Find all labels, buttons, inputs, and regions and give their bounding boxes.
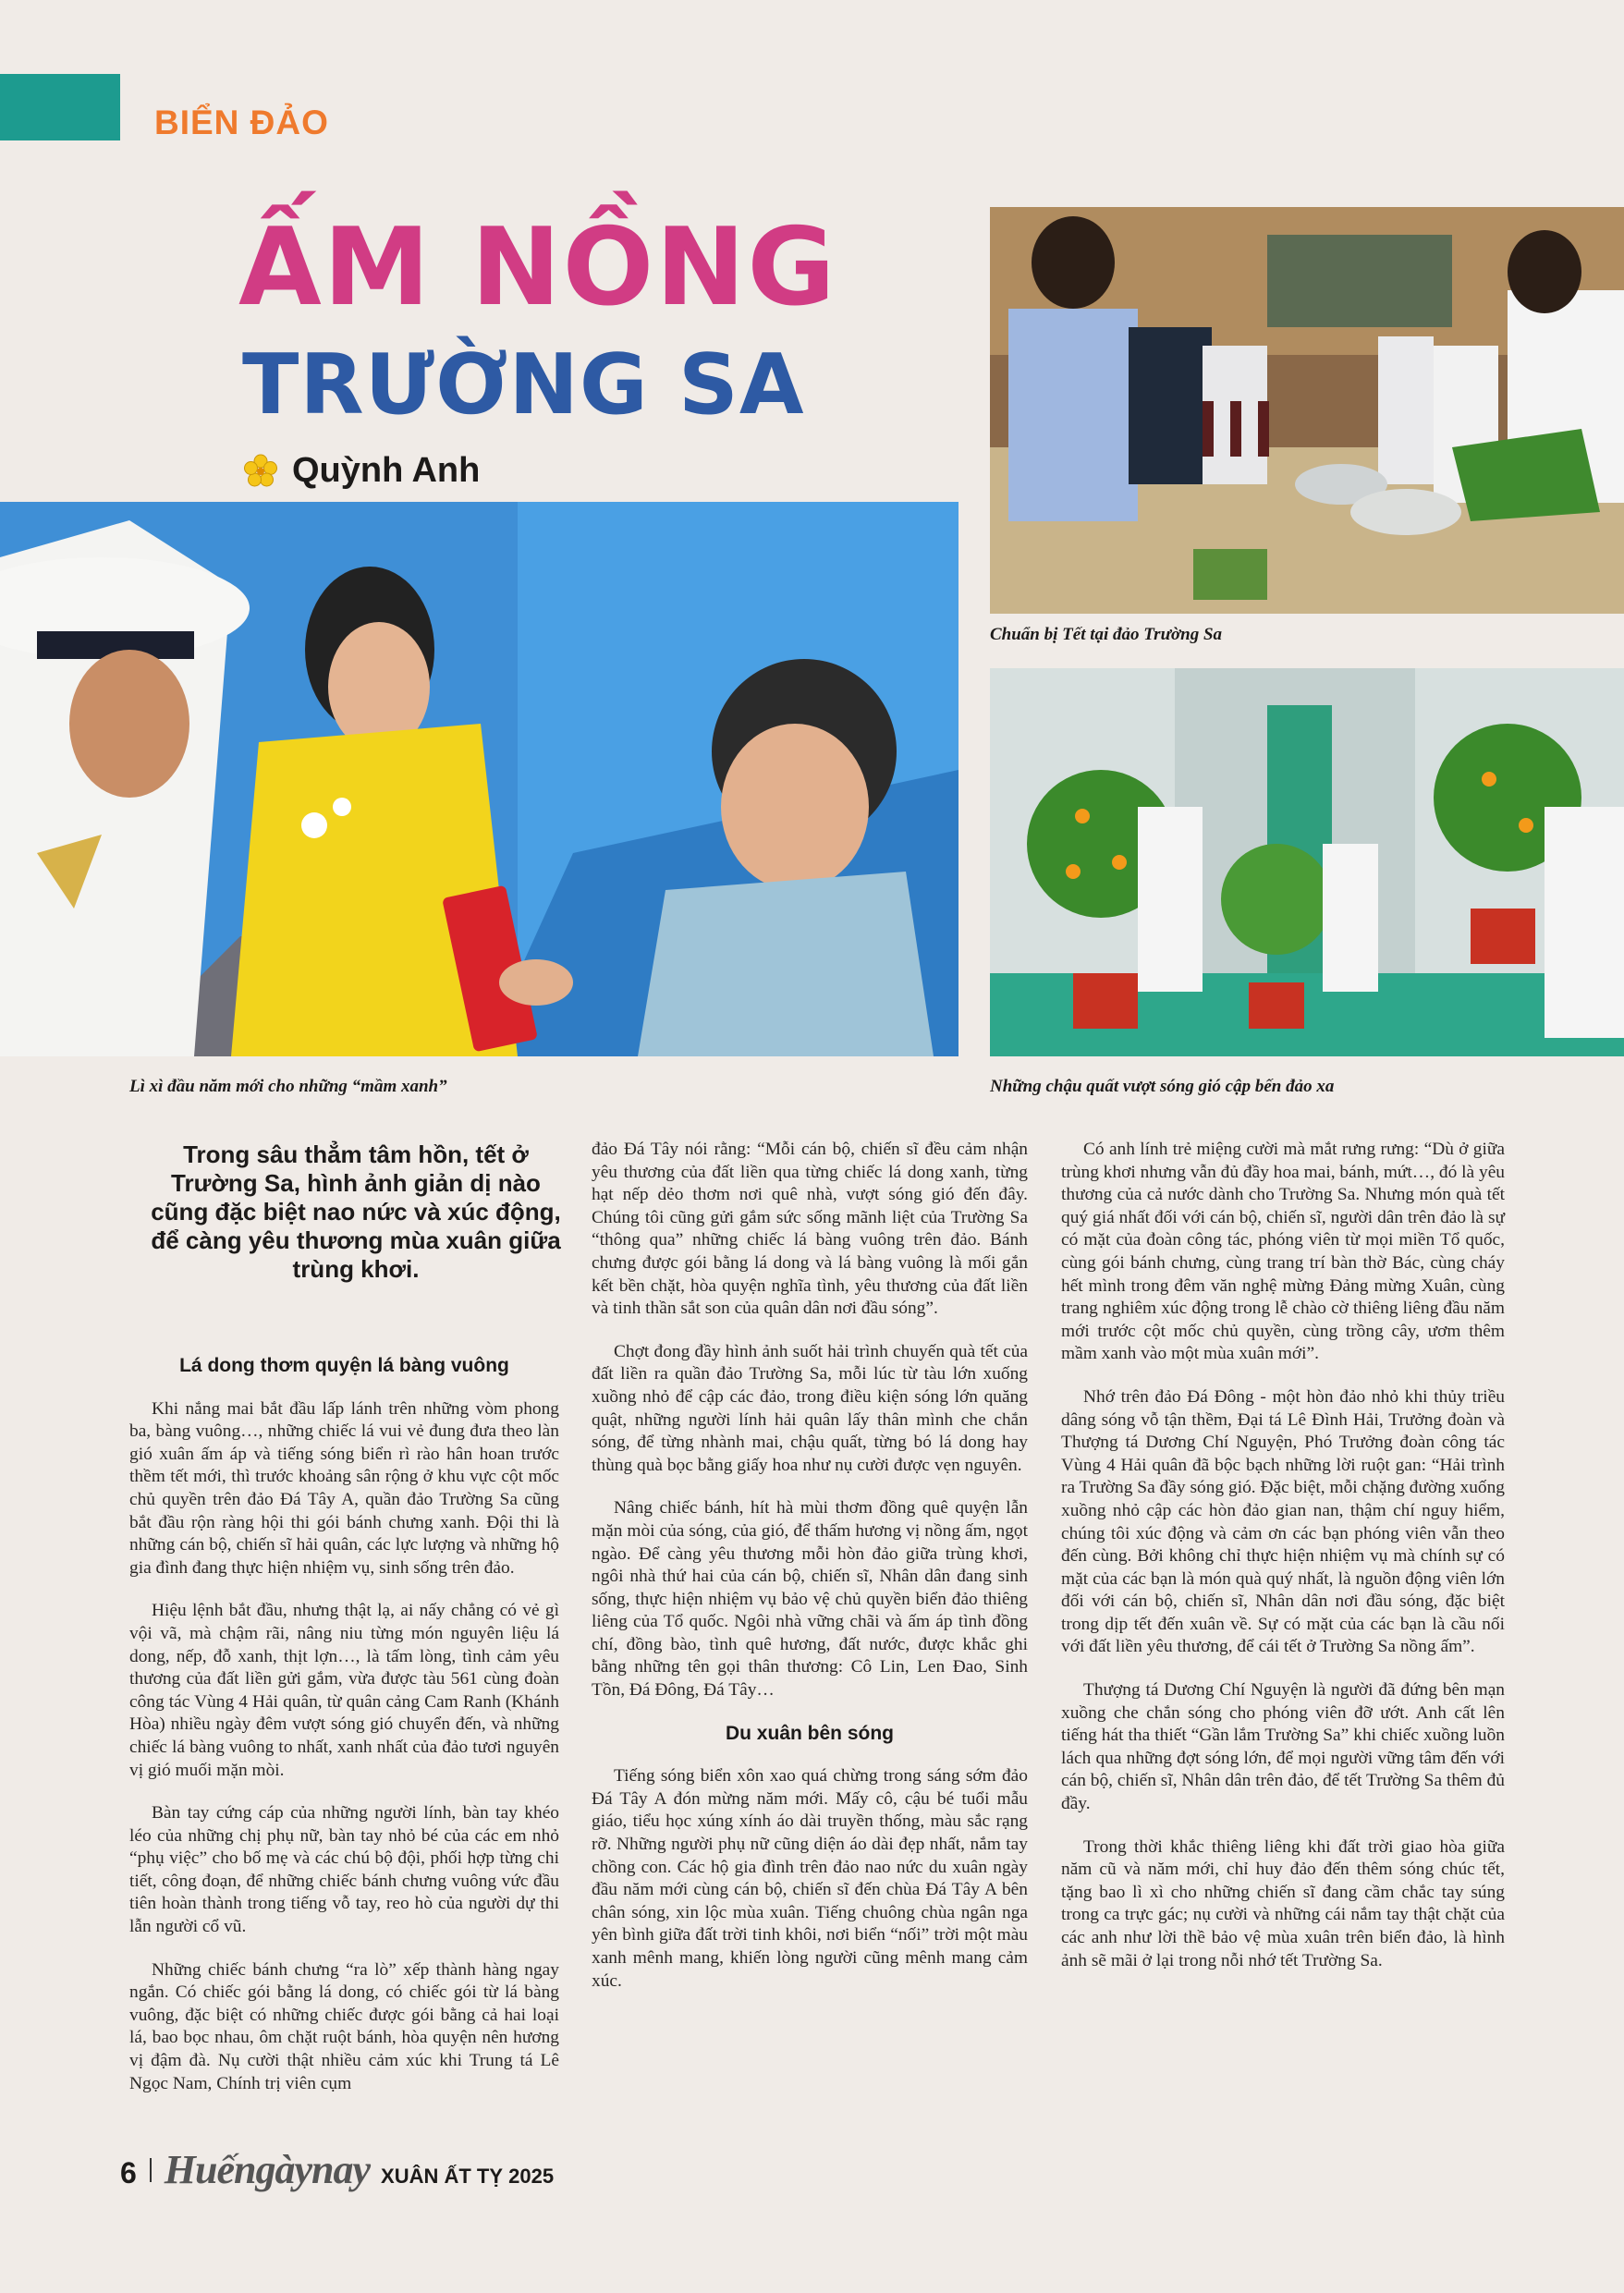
author-name: Quỳnh Anh — [292, 451, 481, 490]
paragraph: Chợt đong đầy hình ảnh suốt hải trình chuyến quà tết của đất liền ra quần đảo Trường Sa, mỗi lúc từ tàu lớn xuống xuồng nhỏ để cập các đảo, trong điều kiện sóng lớn quăng quật, những người lính hải quân lấy thân mình che chắn sóng, để từng nhành mai, chậu quất, từng bó lá dong hay thùng quà bọc bằng giấy hoa như nụ cười được vẹn nguyên. — [592, 1341, 1028, 1475]
column-2 — [592, 1139, 1028, 2013]
author-byline — [242, 451, 480, 491]
subheading-1: Lá dong thơm quyện lá bàng vuông — [179, 1355, 509, 1376]
paragraph: Bàn tay cứng cáp của những người lính, bàn tay khéo léo của những chị phụ nữ, bàn tay nhỏ bé của các em nhỏ “phụ việc” cho bố mẹ và các chú bộ đội, phối hợp từng chi tiết, công đoạn, để những chiếc bánh chưng vuông vức đầu tiên hoàn thành trong tiếng vỗ tay, reo hò của người dự thi lẫn người cổ vũ. — [129, 1803, 559, 1937]
issue-label: XUÂN ẤT TỴ 2025 — [381, 2165, 555, 2188]
caption-photo-top-right: Chuẩn bị Tết tại đảo Trường Sa — [990, 625, 1223, 644]
article-lead: Trong sâu thẳm tâm hồn, tết ở Trường Sa, hình ảnh giản dị nào cũng đặc biệt nao nức và xúc động, để càng yêu thương mùa xuân giữa trùng khơi. — [151, 1140, 561, 1283]
paragraph: đảo Đá Tây nói rằng: “Mỗi cán bộ, chiến sĩ đều cảm nhận yêu thương của đất liền qua từng chiếc lá dong xanh, từng hạt nếp dẻo thơm nơi quê nhà, vượt sóng gió đến đây. Chúng tôi cũng gửi gắm sức sống mãnh liệt của Trường Sa “thông qua” những chiếc lá bàng vuông trên đảo. Bánh chưng được gói bằng lá dong và lá bàng vuông là mối gắn kết bền chặt, hòa quyện nghĩa tình, yêu thương của đất liền và tinh thần sắt son của quân dân nơi đầu sóng”. — [592, 1140, 1028, 1319]
paragraph: Trong thời khắc thiêng liêng khi đất trời giao hòa giữa năm cũ và năm mới, chỉ huy đảo đến thêm sóng chúc tết, tặng bao lì xì cho những chiến sĩ đang cầm chắc tay súng trong ca trực gác; nụ cười và những cái nắm tay thật chặt của các anh như lời thề bảo vệ mùa xuân trên biển đảo, là hình ảnh sẽ mãi ở lại trong nỗi nhớ tết Trường Sa. — [1061, 1836, 1505, 1970]
paragraph: Những chiếc bánh chưng “ra lò” xếp thành hàng ngay ngắn. Có chiếc gói bằng lá dong, có chiếc gói từ lá bàng vuông, đặc biệt có những chiếc được gói bằng cả hai loại lá, bao bọc nhau, ôm chặt ruột bánh, hòa quyện nên hương vị đậm đà. Nụ cười thật nhiều cảm xúc khi Trung tá Lê Ngọc Nam, Chính trị viên cụm — [129, 1959, 559, 2093]
flower-icon — [242, 453, 279, 490]
paragraph: Khi nắng mai bắt đầu lấp lánh trên những vòm phong ba, bàng vuông…, những chiếc lá vui vẻ đung đưa theo làn gió xuân ấm áp và tiếng sóng biển rì rào hân hoan trước thềm tết mới, thì trước khoảng sân rộng ở khu vực cột mốc chủ quyền trên đảo Đá Tây A, quần đảo Trường Sa cũng bắt đầu rộn ràng hội thi gói bánh chưng xanh. Đội thi là những cán bộ, chiến sĩ hải quân, các lực lượng và những hộ gia đình đang thực hiện nhiệm vụ, sinh sống trên đảo. — [129, 1398, 559, 1578]
photo-kumquat-trees — [990, 668, 1624, 1056]
paragraph: Hiệu lệnh bắt đầu, nhưng thật lạ, ai nấy chẳng có vẻ gì vội vã, mà chậm rãi, nâng niu từng món nguyên liệu lá dong, nếp, đỗ xanh, thịt lợn…, là tấm lòng, tình cảm yêu thương của đất liền gửi gắm, vừa được tàu 561 cùng đoàn công tác Vùng 4 Hải quân, từ quân cảng Cam Ranh (Khánh Hòa) nhiều ngày đêm vượt sóng gió chuyển đến, và những chiếc lá bàng vuông to nhất, xanh nhất của đảo tươi nguyên vị gió muối mặn mòi. — [129, 1601, 559, 1780]
photo-lucky-money — [0, 502, 959, 1056]
page-number: 6 — [120, 2156, 137, 2189]
paragraph: Có anh lính trẻ miệng cười mà mắt rưng rưng: “Dù ở giữa trùng khơi nhưng vẫn đủ đầy hoa mai, bánh, mứt…, đó là yêu thương của cả nước dành cho Trường Sa. Nhưng món quà tết quý giá nhất đối với cán bộ, chiến sĩ, người dân trên đảo là sự có mặt của đoàn công tác, phóng viên từ mọi miền Tổ quốc, cùng gói bánh chưng, cùng trang trí bàn thờ Bác, cùng cháy hết mình trong đêm văn nghệ mừng Đảng mừng Xuân, cùng trang nghiêm xúc động trong lễ chào cờ thiêng liêng đầu năm mới trước cột mốc chủ quyền, cùng trồng cây, ươm thêm mầm xanh vào một mùa xuân mới”. — [1061, 1140, 1505, 1364]
caption-photo-main: Lì xì đầu năm mới cho những “mầm xanh” — [129, 1077, 447, 1096]
page-footer — [120, 2146, 554, 2193]
paragraph: Tiếng sóng biển xôn xao quá chừng trong sáng sớm đảo Đá Tây A đón mừng năm mới. Mấy cô, cậu bé tuổi mẫu giáo, tiểu học xúng xính áo dài truyền thống, màu sắc rạng rỡ. Những người phụ nữ cũng diện áo dài đẹp nhất, nắm tay chồng con. Các hộ gia đình trên đảo nao nức du xuân ngày đầu năm mới cùng cán bộ, chiến sĩ đến chùa Đá Tây A bên chân sóng, xin lộc mùa xuân. Tiếng chuông chùa ngân nga yên bình giữa đất trời tinh khôi, nơi biển “nối” trời một màu xanh mênh mang, khiến lòng người cũng mênh mang cảm xúc. — [592, 1766, 1028, 1991]
section-color-tab — [0, 74, 120, 140]
caption-photo-bottom-right: Những chậu quất vượt sóng gió cập bến đảo xa — [990, 1077, 1335, 1096]
paragraph: Nâng chiếc bánh, hít hà mùi thơm đồng quê quyện lẫn mặn mòi của sóng, của gió, để thấm hương vị nồng ấm, ngọt ngào. Để càng yêu thương mỗi hòn đảo giữa trùng khơi, ngôi nhà thứ hai của cán bộ, chiến sĩ, Nhân dân đang sinh sống, thực hiện nhiệm vụ bảo vệ chủ quyền biển đảo thiêng liêng của Tổ quốc. Ngôi nhà vững chãi và ấm áp tình đồng chí, đồng bào, tình quê hương, đất nước, được khắc ghi bằng những tên gọi thân thương: Cô Lin, Len Đao, Sinh Tồn, Đá Đông, Đá Tây… — [592, 1498, 1028, 1701]
article-title-line2: TRƯỜNG SA — [242, 336, 805, 433]
subheading-2: Du xuân bên sóng — [725, 1722, 894, 1744]
column-3 — [1061, 1139, 1505, 1993]
magazine-masthead: Huếngàynay — [164, 2147, 371, 2192]
paragraph: Nhớ trên đảo Đá Đông - một hòn đảo nhỏ khi thủy triều dâng sóng vỗ tận thềm, Đại tá Lê Đình Hải, Trưởng đoàn và Thượng tá Dương Chí Nguyện, Phó Trưởng đoàn công tác Vùng 4 Hải quân đã bộc bạch những lời ruột gan: “Hải trình ra Trường Sa đầy sóng gió. Đặc biệt, mỗi chặng đường xuống xuồng nhỏ cập các hòn đảo gian nan, thậm chí nguy hiểm, chúng tôi xúc động và cảm ơn các bạn phóng viên vẫn theo đến cùng. Bởi không chỉ thực hiện nhiệm vụ mà chính sự có mặt của các bạn là món quà quý nhất, là nguồn động viên lớn đối với cán bộ, chiến sĩ, Nhân dân nơi đầu sóng, đặc biệt trong dịp tết đến xuân về. Sự có mặt của các bạn là cầu nối với đất liền yêu thương, để cái tết ở Trường Sa nồng ấm”. — [1061, 1386, 1505, 1657]
footer-divider — [150, 2158, 152, 2182]
article-title-line1: ẤM NỒNG — [238, 205, 837, 330]
photo-banh-chung-prep — [990, 207, 1624, 614]
section-label: BIỂN ĐẢO — [154, 104, 329, 141]
column-1 — [129, 1349, 559, 2116]
paragraph: Thượng tá Dương Chí Nguyện là người đã đứng bên mạn xuồng che chắn sóng cho phóng viên đỡ ướt. Anh cất lên tiếng hát tha thiết “Gần lắm Trường Sa” khi chiếc xuồng luồn lách qua những đợt sóng lớn, để mọi người vững tâm đến với cán bộ, chiến sĩ, Nhân dân trên đảo, để tết Trường Sa thêm đủ đầy. — [1061, 1680, 1505, 1814]
